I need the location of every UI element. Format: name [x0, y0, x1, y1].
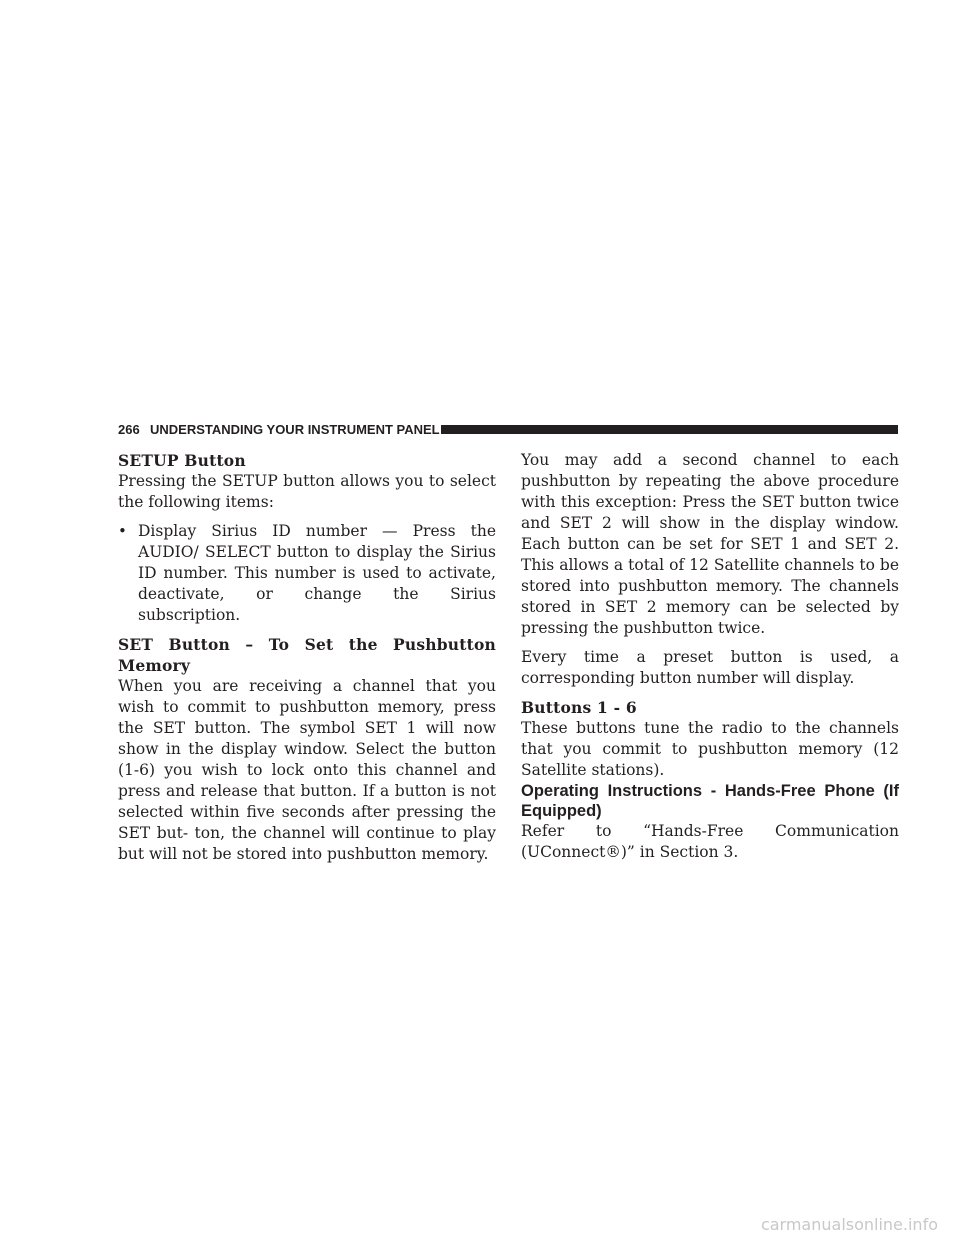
- setup-button-heading: SETUP Button: [118, 451, 246, 470]
- second-channel-paragraph: You may add a second channel to each pushbutton by repeating the above procedure with this exception: Press the SET button twice and SET 2 will show in the display window. Each button can be set for SET 1 and SET 2. This allows a total of 12 Satellite channels to be stored into pushbutton memory. The channels stored in SET 2 memory can be selected by pressing the pushbutton twice.: [521, 451, 899, 637]
- left-column: [118, 450, 496, 865]
- buttons-heading: Buttons 1 - 6: [521, 698, 637, 717]
- bullet-text: Display Sirius ID number — Press the AUDIO/ SELECT button to display the Sirius ID number. This number is used to activate, deactivate, or change the Sirius subscription.: [138, 522, 496, 624]
- header-rule: [441, 425, 898, 434]
- section-title: UNDERSTANDING YOUR INSTRUMENT PANEL: [150, 422, 440, 437]
- setup-intro-paragraph: Pressing the SETUP button allows you to select the following items:: [118, 472, 496, 511]
- buttons-paragraph: These buttons tune the radio to the channels that you commit to pushbutton memory (12 Satellite stations).: [521, 719, 899, 779]
- hands-free-heading: Operating Instructions - Hands-Free Phone (If Equipped): [521, 782, 899, 820]
- preset-note-paragraph: Every time a preset button is used, a corresponding button number will display.: [521, 648, 899, 687]
- sirius-id-bullet: [118, 521, 496, 626]
- hands-free-paragraph: Refer to “Hands-Free Communication (UConnect®)” in Section 3.: [521, 822, 899, 861]
- set-button-heading: SET Button – To Set the Pushbutton Memory: [118, 635, 496, 675]
- page-header: [118, 422, 898, 438]
- bullet-dot: •: [118, 522, 127, 540]
- right-column: [521, 450, 899, 863]
- watermark: carmanualsonline.info: [760, 1215, 938, 1234]
- page-number: 266: [118, 422, 140, 437]
- set-button-paragraph: When you are receiving a channel that you wish to commit to pushbutton memory, press the SET button. The symbol SET 1 will now show in the display window. Select the button (1-6) you wish to lock onto this channel and press and release that button. If a button is not selected within five seconds after pressing the SET but- ton, the channel will continue to play but will not be stored into pushbutton memory.: [118, 677, 496, 863]
